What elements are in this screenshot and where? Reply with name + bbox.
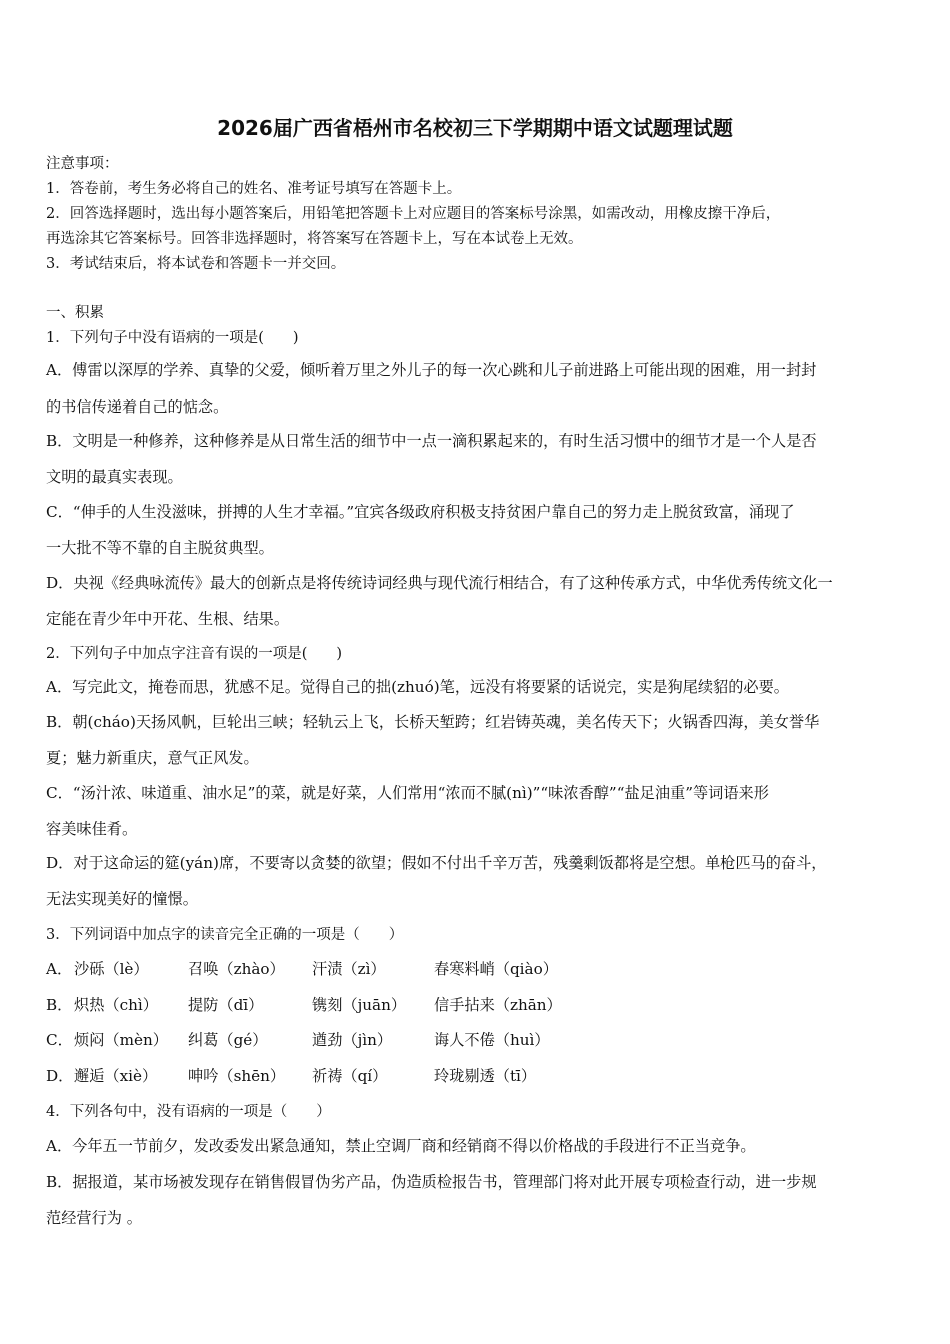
word: 召唤（zhào） <box>188 960 285 978</box>
option-label: D． <box>46 1067 74 1085</box>
section-heading: 一、积累 <box>46 305 104 321</box>
question-3-option-d <box>46 1065 537 1086</box>
question-2-option-d: D．对于这命运的筵(yán)席，不要寄以贪婪的欲望；假如不付出千辛万苦，残羹剩饭都将是空想。单枪匹马的奋斗， <box>46 854 827 872</box>
question-2-option-c-cont: 容美味佳肴。 <box>46 820 138 838</box>
word: 邂逅（xiè） <box>74 1067 158 1085</box>
word: 春寒料峭（qiào） <box>434 960 558 978</box>
question-4-option-b-cont: 范经营行为 。 <box>46 1209 142 1227</box>
option-label: C． <box>46 1031 73 1049</box>
word: 诲人不倦（huì） <box>434 1031 550 1049</box>
question-2-option-c: C．“汤汁浓、味道重、油水足”的菜，就是好菜，人们常用“浓而不腻(nì)”“味浓香醇”“盐足油重”等词语来形 <box>46 784 769 802</box>
word: 呻吟（shēn） <box>188 1067 286 1085</box>
option-label: B． <box>46 996 73 1014</box>
word: 烦闷（mèn） <box>74 1031 168 1049</box>
question-4-stem: 4．下列各句中，没有语病的一项是（ ） <box>46 1104 331 1120</box>
option-label: A． <box>46 960 73 978</box>
word: 遒劲（jìn） <box>312 1031 393 1049</box>
question-3-option-c <box>46 1029 550 1050</box>
question-1-stem: 1．下列句子中没有语病的一项是( ) <box>46 330 299 346</box>
word: 祈祷（qí） <box>312 1067 388 1085</box>
word: 镌刻（juān） <box>312 996 407 1014</box>
question-2-option-d-cont: 无法实现美好的憧憬。 <box>46 890 198 908</box>
question-4-option-a: A．今年五一节前夕，发改委发出紧急通知，禁止空调厂商和经销商不得以价格战的手段进行不正当竞争。 <box>46 1137 756 1155</box>
page-title: 2026届广西省梧州市名校初三下学期期中语文试题理试题 <box>217 116 733 140</box>
question-3-stem: 3．下列词语中加点字的读音完全正确的一项是（ ） <box>46 927 404 943</box>
notes-item: 1．答卷前，考生务必将自己的姓名、准考证号填写在答题卡上。 <box>46 181 462 197</box>
question-1-option-d: D．央视《经典咏流传》最大的创新点是将传统诗词经典与现代流行相结合，有了这种传承方式，中华优秀传统文化一 <box>46 574 833 592</box>
notes-heading: 注意事项： <box>46 156 119 172</box>
question-4-option-b: B．据报道，某市场被发现存在销售假冒伪劣产品，伪造质检报告书，管理部门将对此开展专项检查行动，进一步规 <box>46 1173 817 1191</box>
word: 信手拈来（zhān） <box>434 996 562 1014</box>
question-3-option-a <box>46 958 558 979</box>
notes-item: 再选涂其它答案标号。回答非选择题时，将答案写在答题卡上，写在本试卷上无效。 <box>46 231 583 247</box>
word: 玲珑剔透（tī） <box>434 1067 537 1085</box>
notes-item: 3．考试结束后，将本试卷和答题卡一并交回。 <box>46 256 346 272</box>
question-1-option-a-cont: 的书信传递着自己的惦念。 <box>46 398 229 416</box>
word: 汗渍（zì） <box>312 960 386 978</box>
question-1-option-c: C．“伸手的人生没滋味，拼搏的人生才幸福。”宜宾各级政府积极支持贫困户靠自己的努力走上脱贫致富，涌现了 <box>46 503 795 521</box>
word: 纠葛（gé） <box>188 1031 268 1049</box>
question-1-option-b: B．文明是一种修养，这种修养是从日常生活的细节中一点一滴积累起来的，有时生活习惯中的细节才是一个人是否 <box>46 432 817 450</box>
question-1-option-b-cont: 文明的最真实表现。 <box>46 468 183 486</box>
question-2-option-b: B．朝(cháo)天扬风帆，巨轮出三峡；轻轨云上飞，长桥天堑跨；红岩铸英魂，美名传天下；火锅香四海，美女誉华 <box>46 713 820 731</box>
question-2-option-a: A．写完此文，掩卷而思，犹感不足。觉得自己的拙(zhuó)笔，远没有将要紧的话说完，实是狗尾续貂的必要。 <box>46 678 789 696</box>
question-2-option-b-cont: 夏；魅力新重庆，意气正风发。 <box>46 749 259 767</box>
question-1-option-c-cont: 一大批不等不靠的自主脱贫典型。 <box>46 539 274 557</box>
question-2-stem: 2．下列句子中加点字注音有误的一项是( ) <box>46 646 343 662</box>
word: 提防（dī） <box>188 996 264 1014</box>
word: 沙砾（lè） <box>74 960 149 978</box>
question-1-option-a: A．傅雷以深厚的学养、真挚的父爱，倾听着万里之外儿子的每一次心跳和儿子前进路上可能出现的困难，用一封封 <box>46 361 817 379</box>
question-1-option-d-cont: 定能在青少年中开花、生根、结果。 <box>46 610 289 628</box>
word: 炽热（chì） <box>74 996 158 1014</box>
notes-item: 2．回答选择题时，选出每小题答案后，用铅笔把答题卡上对应题目的答案标号涂黑，如需改动，用橡皮擦干净后， <box>46 206 781 222</box>
question-3-option-b <box>46 994 562 1015</box>
